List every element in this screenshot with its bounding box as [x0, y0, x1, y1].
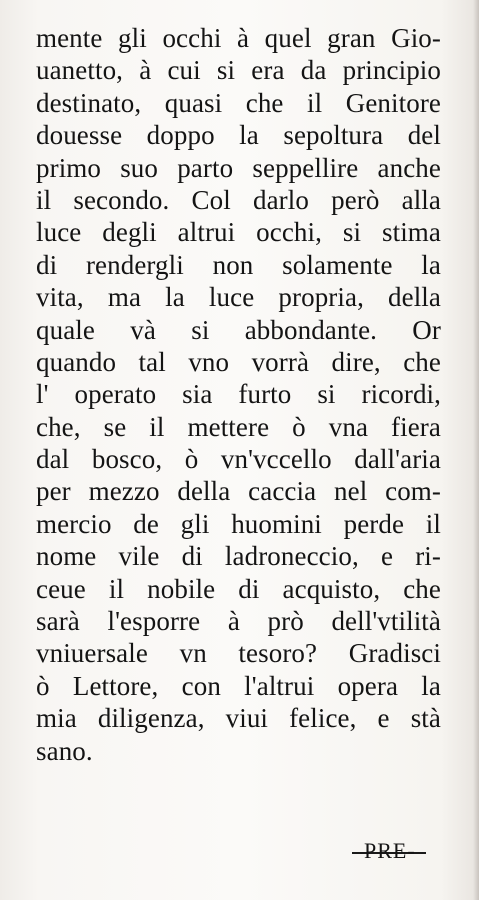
text-line: dal bosco, ò vn'vccello dall'aria — [36, 444, 441, 475]
text-line: nome vile di ladroneccio, e ri- — [36, 541, 441, 572]
text-line: per mezzo della caccia nel com- — [36, 476, 441, 507]
text-line: quando tal vno vorrà dire, che — [36, 346, 441, 377]
text-line: luce degli altrui occhi, si stima — [36, 217, 441, 248]
body-text — [36, 22, 441, 767]
text-line: vniuersale vn tesoro? Gradisci — [36, 638, 441, 669]
text-line: il secondo. Col darlo però alla — [36, 184, 441, 215]
text-line: sarà l'esporre à prò dell'vtilità — [36, 606, 441, 637]
page-edge-shadow — [473, 0, 479, 900]
text-line: che, se il mettere ò vna fiera — [36, 411, 441, 442]
text-line: sano. — [36, 735, 93, 766]
text-line: mercio de gli huomini perde il — [36, 508, 441, 539]
text-line: mia diligenza, viui felice, e stà — [36, 703, 441, 734]
text-line: mente gli occhi à quel gran Gio- — [36, 23, 441, 53]
text-line: uanetto, à cui si era da principio — [36, 55, 441, 86]
text-line: di rendergli non solamente la — [36, 249, 441, 280]
text-line: l' operato sia furto si ricordi, — [36, 379, 441, 410]
text-line: douesse doppo la sepoltura del — [36, 120, 441, 151]
text-line: destinato, quasi che il Genitore — [36, 87, 441, 118]
text-line: primo suo parto seppellire anche — [36, 152, 441, 183]
text-line: vita, ma la luce propria, della — [36, 282, 441, 313]
catchword: PRE- — [364, 838, 416, 863]
text-line: quale và si abbondante. Or — [36, 314, 441, 345]
text-line: ceue il nobile di acquisto, che — [36, 573, 441, 604]
text-line: ò Lettore, con l'altrui opera la — [36, 670, 441, 701]
